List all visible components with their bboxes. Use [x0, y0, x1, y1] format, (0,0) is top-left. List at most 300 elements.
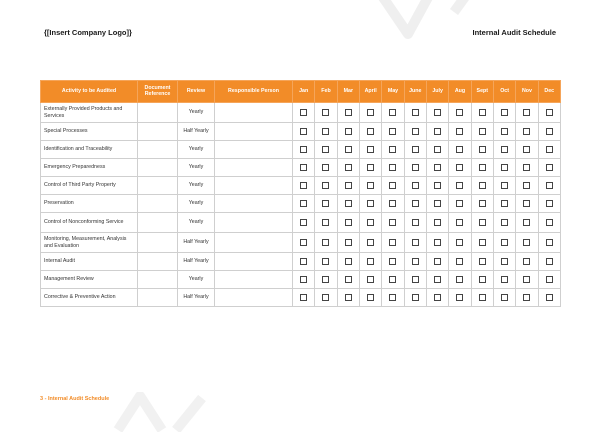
- table-row: [41, 177, 561, 195]
- month-cell-june: [404, 103, 426, 123]
- month-cell-april: [359, 195, 381, 213]
- month-cell-may: [382, 159, 404, 177]
- month-cell-june: [404, 253, 426, 271]
- header-month-nov: Nov: [516, 81, 538, 103]
- month-cell-mar: [337, 233, 359, 253]
- month-cell-july: [426, 213, 448, 233]
- header-month-april: April: [359, 81, 381, 103]
- month-cell-may: [382, 123, 404, 141]
- month-cell-sept: [471, 123, 493, 141]
- review-cell: Yearly: [178, 159, 215, 177]
- checkbox-july[interactable]: [434, 258, 441, 265]
- month-cell-jan: [293, 233, 315, 253]
- month-cell-dec: [538, 289, 560, 307]
- checkbox-july[interactable]: [434, 109, 441, 116]
- month-cell-nov: [516, 233, 538, 253]
- checkbox-june[interactable]: [412, 239, 419, 246]
- checkbox-mar[interactable]: [345, 200, 352, 207]
- month-cell-july: [426, 177, 448, 195]
- month-cell-june: [404, 123, 426, 141]
- month-cell-april: [359, 141, 381, 159]
- checkbox-may[interactable]: [389, 182, 396, 189]
- checkbox-june[interactable]: [412, 182, 419, 189]
- document-reference-cell[interactable]: [138, 213, 178, 233]
- header-month-aug: Aug: [449, 81, 471, 103]
- checkbox-jan[interactable]: [300, 164, 307, 171]
- document-reference-cell[interactable]: [138, 103, 178, 123]
- checkbox-june[interactable]: [412, 164, 419, 171]
- checkbox-dec[interactable]: [546, 239, 553, 246]
- checkbox-nov[interactable]: [523, 258, 530, 265]
- checkbox-oct[interactable]: [501, 200, 508, 207]
- month-cell-oct: [493, 233, 515, 253]
- checkbox-mar[interactable]: [345, 146, 352, 153]
- month-cell-jan: [293, 123, 315, 141]
- month-cell-feb: [315, 159, 337, 177]
- checkbox-april[interactable]: [367, 239, 374, 246]
- month-cell-june: [404, 289, 426, 307]
- checkbox-dec[interactable]: [546, 182, 553, 189]
- checkbox-nov[interactable]: [523, 128, 530, 135]
- checkbox-mar[interactable]: [345, 294, 352, 301]
- month-cell-may: [382, 141, 404, 159]
- month-cell-june: [404, 177, 426, 195]
- checkbox-nov[interactable]: [523, 219, 530, 226]
- checkbox-july[interactable]: [434, 219, 441, 226]
- document-reference-cell[interactable]: [138, 253, 178, 271]
- checkbox-mar[interactable]: [345, 219, 352, 226]
- review-cell: Yearly: [178, 103, 215, 123]
- responsible-person-cell[interactable]: [215, 159, 293, 177]
- header-review: Review: [178, 81, 215, 103]
- header-month-dec: Dec: [538, 81, 560, 103]
- header-month-june: June: [404, 81, 426, 103]
- month-cell-june: [404, 159, 426, 177]
- month-cell-july: [426, 271, 448, 289]
- month-cell-jan: [293, 103, 315, 123]
- review-cell: Yearly: [178, 271, 215, 289]
- month-cell-aug: [449, 123, 471, 141]
- checkbox-feb[interactable]: [322, 128, 329, 135]
- checkbox-april[interactable]: [367, 109, 374, 116]
- checkbox-jan[interactable]: [300, 200, 307, 207]
- checkbox-may[interactable]: [389, 128, 396, 135]
- checkbox-jan[interactable]: [300, 258, 307, 265]
- checkbox-april[interactable]: [367, 164, 374, 171]
- month-cell-nov: [516, 159, 538, 177]
- checkbox-sept[interactable]: [479, 239, 486, 246]
- checkbox-april[interactable]: [367, 294, 374, 301]
- checkbox-mar[interactable]: [345, 239, 352, 246]
- month-cell-june: [404, 195, 426, 213]
- checkbox-may[interactable]: [389, 258, 396, 265]
- checkbox-oct[interactable]: [501, 219, 508, 226]
- checkbox-oct[interactable]: [501, 182, 508, 189]
- month-cell-sept: [471, 271, 493, 289]
- checkbox-june[interactable]: [412, 128, 419, 135]
- header-month-july: July: [426, 81, 448, 103]
- month-cell-oct: [493, 253, 515, 271]
- month-cell-oct: [493, 195, 515, 213]
- table-row: [41, 159, 561, 177]
- checkbox-nov[interactable]: [523, 164, 530, 171]
- month-cell-may: [382, 177, 404, 195]
- checkbox-june[interactable]: [412, 200, 419, 207]
- responsible-person-cell[interactable]: [215, 195, 293, 213]
- month-cell-mar: [337, 177, 359, 195]
- review-cell: Yearly: [178, 177, 215, 195]
- month-cell-july: [426, 159, 448, 177]
- month-cell-june: [404, 271, 426, 289]
- month-cell-oct: [493, 177, 515, 195]
- checkbox-mar[interactable]: [345, 164, 352, 171]
- month-cell-sept: [471, 213, 493, 233]
- month-cell-april: [359, 233, 381, 253]
- month-cell-april: [359, 177, 381, 195]
- month-cell-april: [359, 289, 381, 307]
- checkbox-nov[interactable]: [523, 182, 530, 189]
- checkbox-oct[interactable]: [501, 239, 508, 246]
- month-cell-may: [382, 233, 404, 253]
- checkbox-jan[interactable]: [300, 128, 307, 135]
- month-cell-june: [404, 141, 426, 159]
- month-cell-nov: [516, 289, 538, 307]
- checkbox-feb[interactable]: [322, 219, 329, 226]
- checkbox-oct[interactable]: [501, 258, 508, 265]
- month-cell-feb: [315, 271, 337, 289]
- document-reference-cell[interactable]: [138, 159, 178, 177]
- watermark-logo-bottom: [110, 392, 220, 432]
- checkbox-sept[interactable]: [479, 258, 486, 265]
- header-month-may: May: [382, 81, 404, 103]
- checkbox-nov[interactable]: [523, 276, 530, 283]
- month-cell-aug: [449, 103, 471, 123]
- activity-cell: Special Processes: [41, 123, 138, 141]
- checkbox-mar[interactable]: [345, 128, 352, 135]
- responsible-person-cell[interactable]: [215, 253, 293, 271]
- month-cell-april: [359, 253, 381, 271]
- checkbox-aug[interactable]: [456, 182, 463, 189]
- checkbox-sept[interactable]: [479, 109, 486, 116]
- month-cell-april: [359, 213, 381, 233]
- header-month-oct: Oct: [493, 81, 515, 103]
- table-row: [41, 103, 561, 123]
- responsible-person-cell[interactable]: [215, 271, 293, 289]
- checkbox-may[interactable]: [389, 200, 396, 207]
- checkbox-april[interactable]: [367, 182, 374, 189]
- month-cell-feb: [315, 103, 337, 123]
- table-row: [41, 271, 561, 289]
- month-cell-may: [382, 103, 404, 123]
- month-cell-feb: [315, 123, 337, 141]
- month-cell-oct: [493, 271, 515, 289]
- month-cell-jan: [293, 195, 315, 213]
- responsible-person-cell[interactable]: [215, 213, 293, 233]
- responsible-person-cell[interactable]: [215, 123, 293, 141]
- month-cell-aug: [449, 141, 471, 159]
- checkbox-sept[interactable]: [479, 200, 486, 207]
- checkbox-oct[interactable]: [501, 164, 508, 171]
- checkbox-may[interactable]: [389, 164, 396, 171]
- checkbox-sept[interactable]: [479, 294, 486, 301]
- checkbox-may[interactable]: [389, 294, 396, 301]
- checkbox-nov[interactable]: [523, 200, 530, 207]
- month-cell-feb: [315, 177, 337, 195]
- checkbox-may[interactable]: [389, 146, 396, 153]
- month-cell-may: [382, 253, 404, 271]
- checkbox-dec[interactable]: [546, 109, 553, 116]
- month-cell-sept: [471, 159, 493, 177]
- checkbox-dec[interactable]: [546, 276, 553, 283]
- month-cell-may: [382, 213, 404, 233]
- checkbox-july[interactable]: [434, 294, 441, 301]
- checkbox-feb[interactable]: [322, 164, 329, 171]
- month-cell-aug: [449, 253, 471, 271]
- checkbox-june[interactable]: [412, 258, 419, 265]
- checkbox-oct[interactable]: [501, 128, 508, 135]
- checkbox-june[interactable]: [412, 294, 419, 301]
- responsible-person-cell[interactable]: [215, 233, 293, 253]
- checkbox-may[interactable]: [389, 276, 396, 283]
- checkbox-july[interactable]: [434, 182, 441, 189]
- month-cell-mar: [337, 141, 359, 159]
- checkbox-aug[interactable]: [456, 128, 463, 135]
- month-cell-mar: [337, 289, 359, 307]
- checkbox-mar[interactable]: [345, 109, 352, 116]
- checkbox-dec[interactable]: [546, 146, 553, 153]
- month-cell-feb: [315, 213, 337, 233]
- month-cell-june: [404, 213, 426, 233]
- checkbox-sept[interactable]: [479, 276, 486, 283]
- checkbox-april[interactable]: [367, 200, 374, 207]
- month-cell-sept: [471, 289, 493, 307]
- document-reference-cell[interactable]: [138, 177, 178, 195]
- checkbox-aug[interactable]: [456, 146, 463, 153]
- responsible-person-cell[interactable]: [215, 103, 293, 123]
- checkbox-mar[interactable]: [345, 276, 352, 283]
- checkbox-april[interactable]: [367, 146, 374, 153]
- month-cell-july: [426, 141, 448, 159]
- checkbox-aug[interactable]: [456, 239, 463, 246]
- checkbox-sept[interactable]: [479, 164, 486, 171]
- responsible-person-cell[interactable]: [215, 141, 293, 159]
- responsible-person-cell[interactable]: [215, 177, 293, 195]
- document-reference-cell[interactable]: [138, 195, 178, 213]
- activity-cell: Externally Provided Products and Services: [41, 103, 138, 123]
- month-cell-jan: [293, 177, 315, 195]
- header-document-reference: Document Reference: [138, 81, 178, 103]
- checkbox-aug[interactable]: [456, 219, 463, 226]
- document-reference-cell[interactable]: [138, 141, 178, 159]
- header-activity: Activity to be Audited: [41, 81, 138, 103]
- checkbox-sept[interactable]: [479, 219, 486, 226]
- checkbox-mar[interactable]: [345, 258, 352, 265]
- checkbox-dec[interactable]: [546, 200, 553, 207]
- month-cell-jan: [293, 141, 315, 159]
- checkbox-nov[interactable]: [523, 146, 530, 153]
- activity-cell: Corrective & Preventive Action: [41, 289, 138, 307]
- checkbox-july[interactable]: [434, 128, 441, 135]
- review-cell: Half Yearly: [178, 123, 215, 141]
- month-cell-sept: [471, 177, 493, 195]
- checkbox-june[interactable]: [412, 219, 419, 226]
- checkbox-jan[interactable]: [300, 146, 307, 153]
- month-cell-oct: [493, 213, 515, 233]
- checkbox-aug[interactable]: [456, 294, 463, 301]
- checkbox-may[interactable]: [389, 239, 396, 246]
- document-reference-cell[interactable]: [138, 271, 178, 289]
- month-cell-may: [382, 195, 404, 213]
- checkbox-mar[interactable]: [345, 182, 352, 189]
- checkbox-april[interactable]: [367, 219, 374, 226]
- header-month-feb: Feb: [315, 81, 337, 103]
- document-reference-cell[interactable]: [138, 233, 178, 253]
- company-logo-placeholder: {[Insert Company Logo]}: [44, 28, 132, 37]
- month-cell-aug: [449, 195, 471, 213]
- checkbox-feb[interactable]: [322, 182, 329, 189]
- review-cell: Half Yearly: [178, 289, 215, 307]
- checkbox-sept[interactable]: [479, 146, 486, 153]
- checkbox-jan[interactable]: [300, 109, 307, 116]
- month-cell-april: [359, 159, 381, 177]
- month-cell-jan: [293, 271, 315, 289]
- checkbox-july[interactable]: [434, 164, 441, 171]
- checkbox-aug[interactable]: [456, 109, 463, 116]
- checkbox-sept[interactable]: [479, 128, 486, 135]
- month-cell-mar: [337, 103, 359, 123]
- checkbox-aug[interactable]: [456, 258, 463, 265]
- month-cell-oct: [493, 123, 515, 141]
- month-cell-aug: [449, 289, 471, 307]
- month-cell-mar: [337, 195, 359, 213]
- month-cell-aug: [449, 233, 471, 253]
- checkbox-feb[interactable]: [322, 294, 329, 301]
- table-row: [41, 195, 561, 213]
- checkbox-may[interactable]: [389, 109, 396, 116]
- header-month-mar: Mar: [337, 81, 359, 103]
- month-cell-feb: [315, 233, 337, 253]
- month-cell-nov: [516, 271, 538, 289]
- checkbox-dec[interactable]: [546, 128, 553, 135]
- checkbox-july[interactable]: [434, 276, 441, 283]
- table-row: [41, 289, 561, 307]
- month-cell-dec: [538, 213, 560, 233]
- month-cell-sept: [471, 195, 493, 213]
- table-row: [41, 233, 561, 253]
- checkbox-nov[interactable]: [523, 109, 530, 116]
- month-cell-dec: [538, 123, 560, 141]
- activity-cell: Control of Third Party Property: [41, 177, 138, 195]
- activity-cell: Control of Nonconforming Service: [41, 213, 138, 233]
- checkbox-feb[interactable]: [322, 146, 329, 153]
- month-cell-may: [382, 289, 404, 307]
- checkbox-jan[interactable]: [300, 182, 307, 189]
- month-cell-aug: [449, 177, 471, 195]
- checkbox-jan[interactable]: [300, 219, 307, 226]
- review-cell: Half Yearly: [178, 233, 215, 253]
- checkbox-april[interactable]: [367, 258, 374, 265]
- month-cell-jan: [293, 213, 315, 233]
- checkbox-dec[interactable]: [546, 164, 553, 171]
- month-cell-april: [359, 103, 381, 123]
- month-cell-sept: [471, 141, 493, 159]
- month-cell-feb: [315, 195, 337, 213]
- document-reference-cell[interactable]: [138, 289, 178, 307]
- checkbox-nov[interactable]: [523, 239, 530, 246]
- checkbox-may[interactable]: [389, 219, 396, 226]
- checkbox-feb[interactable]: [322, 258, 329, 265]
- checkbox-aug[interactable]: [456, 276, 463, 283]
- checkbox-april[interactable]: [367, 128, 374, 135]
- month-cell-nov: [516, 253, 538, 271]
- month-cell-dec: [538, 195, 560, 213]
- checkbox-feb[interactable]: [322, 109, 329, 116]
- month-cell-sept: [471, 103, 493, 123]
- month-cell-dec: [538, 177, 560, 195]
- month-cell-may: [382, 271, 404, 289]
- checkbox-aug[interactable]: [456, 200, 463, 207]
- checkbox-oct[interactable]: [501, 294, 508, 301]
- checkbox-aug[interactable]: [456, 164, 463, 171]
- month-cell-nov: [516, 141, 538, 159]
- month-cell-nov: [516, 123, 538, 141]
- month-cell-july: [426, 289, 448, 307]
- checkbox-feb[interactable]: [322, 276, 329, 283]
- month-cell-dec: [538, 233, 560, 253]
- checkbox-feb[interactable]: [322, 239, 329, 246]
- header-responsible-person: Responsible Person: [215, 81, 293, 103]
- checkbox-dec[interactable]: [546, 258, 553, 265]
- checkbox-sept[interactable]: [479, 182, 486, 189]
- checkbox-july[interactable]: [434, 239, 441, 246]
- activity-cell: Management Review: [41, 271, 138, 289]
- checkbox-july[interactable]: [434, 146, 441, 153]
- checkbox-oct[interactable]: [501, 109, 508, 116]
- checkbox-april[interactable]: [367, 276, 374, 283]
- checkbox-june[interactable]: [412, 276, 419, 283]
- checkbox-june[interactable]: [412, 109, 419, 116]
- month-cell-july: [426, 123, 448, 141]
- month-cell-jan: [293, 159, 315, 177]
- month-cell-dec: [538, 103, 560, 123]
- month-cell-sept: [471, 233, 493, 253]
- checkbox-nov[interactable]: [523, 294, 530, 301]
- checkbox-june[interactable]: [412, 146, 419, 153]
- month-cell-aug: [449, 159, 471, 177]
- checkbox-jan[interactable]: [300, 276, 307, 283]
- month-cell-mar: [337, 253, 359, 271]
- month-cell-dec: [538, 141, 560, 159]
- checkbox-july[interactable]: [434, 200, 441, 207]
- checkbox-jan[interactable]: [300, 294, 307, 301]
- month-cell-july: [426, 253, 448, 271]
- checkbox-feb[interactable]: [322, 200, 329, 207]
- month-cell-sept: [471, 253, 493, 271]
- checkbox-jan[interactable]: [300, 239, 307, 246]
- table-row: [41, 253, 561, 271]
- month-cell-april: [359, 123, 381, 141]
- audit-schedule-table: [40, 80, 561, 307]
- month-cell-dec: [538, 159, 560, 177]
- checkbox-dec[interactable]: [546, 294, 553, 301]
- checkbox-oct[interactable]: [501, 146, 508, 153]
- month-cell-mar: [337, 271, 359, 289]
- document-reference-cell[interactable]: [138, 123, 178, 141]
- checkbox-dec[interactable]: [546, 219, 553, 226]
- responsible-person-cell[interactable]: [215, 289, 293, 307]
- month-cell-mar: [337, 123, 359, 141]
- checkbox-oct[interactable]: [501, 276, 508, 283]
